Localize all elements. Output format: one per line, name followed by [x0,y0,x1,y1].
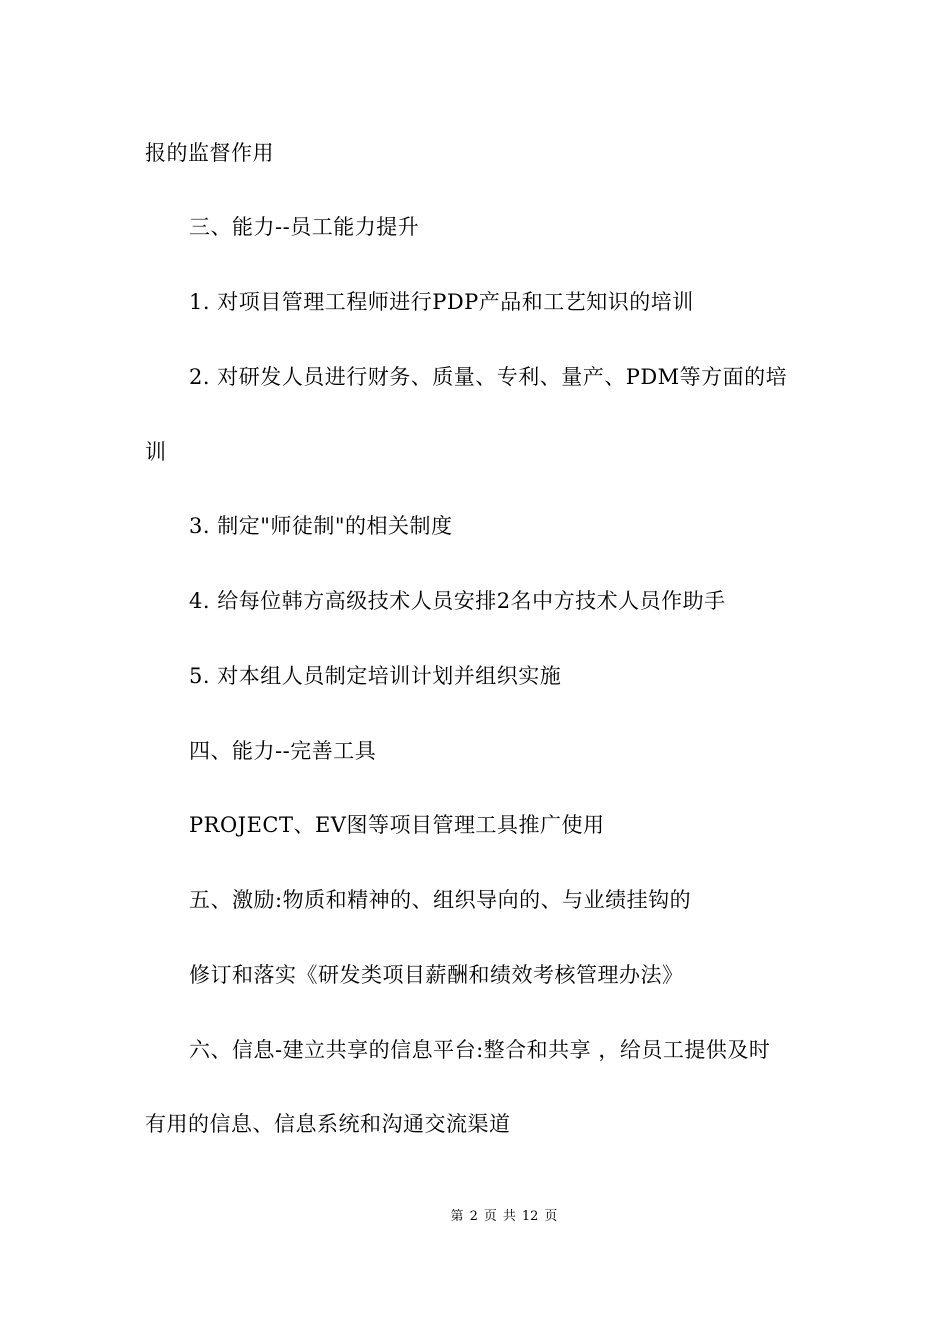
text-line: 训 [145,440,167,464]
footer-gong: 共 [502,1209,516,1224]
page-footer [0,1208,950,1226]
list-item: 4. 给每位韩方高级技术人员安排2名中方技术人员作助手 [189,589,726,613]
section-heading: 五、激励:物质和精神的、组织导向的、与业绩挂钩的 [189,888,692,912]
list-item: 3. 制定"师徒制"的相关制度 [189,514,453,538]
footer-ye: 页 [483,1209,497,1224]
text-line: PROJECT、EV图等项目管理工具推广使用 [189,813,605,837]
text-line: 报的监督作用 [145,141,274,165]
section-heading: 六、信息-建立共享的信息平台:整合和共享 ，给员工提供及时 [189,1038,771,1062]
list-item: 2. 对研发人员进行财务、质量、专利、量产、PDM等方面的培 [189,365,788,389]
section-heading: 三、能力--员工能力提升 [189,215,420,239]
footer-di: 第 [450,1209,464,1224]
total-pages: 12 [521,1209,539,1224]
section-heading: 四、能力--完善工具 [189,739,377,763]
page-number: 2 [469,1209,478,1224]
list-item: 1. 对项目管理工程师进行PDP产品和工艺知识的培训 [189,290,694,314]
text-line: 有用的信息、信息系统和沟通交流渠道 [145,1112,511,1136]
text-line: 修订和落实《研发类项目薪酬和绩效考核管理办法》 [189,963,684,987]
footer-ye-2: 页 [544,1209,558,1224]
list-item: 5. 对本组人员制定培训计划并组织实施 [189,664,562,688]
